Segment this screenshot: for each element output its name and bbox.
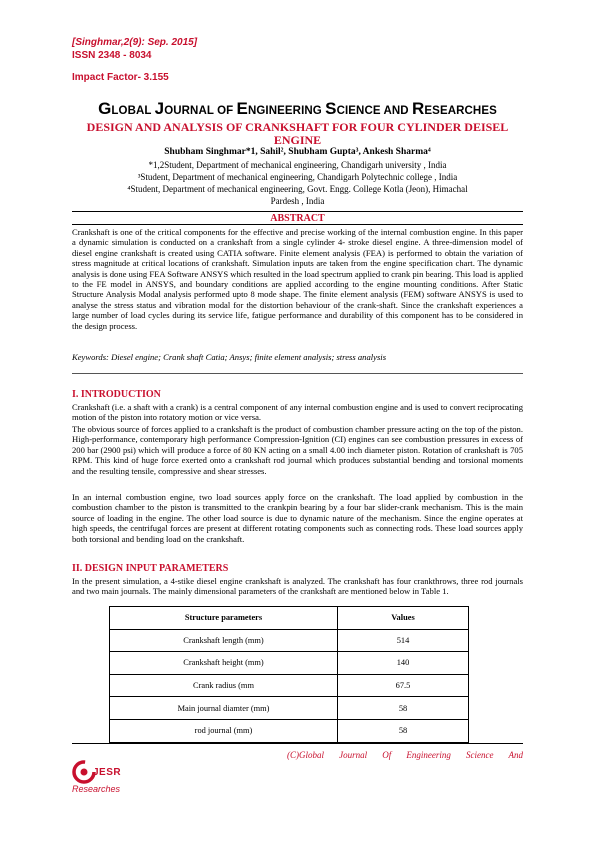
journal-name: GLOBAL JOURNAL OF ENGINEERING SCIENCE AND RESEARCHES [98, 99, 497, 118]
intro-paragraph-1: Crankshaft (i.e. a shaft with a crank) is a central component of any internal combustion engine and is used to convert reciprocating motion of the piston into rotatory motion or vice versa. [72, 402, 523, 423]
table-cell: 58 [338, 697, 469, 720]
table-cell: rod journal (mm) [110, 719, 338, 742]
design-paragraph: In the present simulation, a 4-stike diesel engine crankshaft is analyzed. The crankshaft has four crankthrows, three rod journals and two main journals. The mainly dimensional parameters of the crankshaft are mentioned below in Table 1. [72, 576, 523, 597]
affiliation-1: *1,2Student, Department of mechanical engineering, Chandigarh university , India [148, 160, 447, 170]
issn-header: ISSN 2348 - 8034 [72, 50, 152, 61]
abstract-heading: ABSTRACT [270, 213, 325, 224]
table-header: Values [338, 607, 469, 630]
authors: Shubham Singhmar*1, Sahil², Shubham Gupta³, Ankesh Sharma⁴ [164, 147, 431, 157]
affiliation-2: ³Student, Department of mechanical engineering, Chandigarh Polytechnic college , India [137, 172, 458, 182]
affiliation-3: ⁴Student, Department of mechanical engineering, Govt. Engg. College Kotla (Jeon), Himachal [127, 184, 468, 194]
logo-text: JESR [93, 767, 122, 778]
keywords: Keywords: Diesel engine; Crank shaft Catia; Ansys; finite element analysis; stress analysis [72, 352, 387, 362]
logo-subtitle: Researches [72, 784, 121, 794]
table-cell: 514 [338, 629, 469, 652]
table-cell: 140 [338, 652, 469, 675]
table-row [110, 674, 469, 697]
table-row [110, 629, 469, 652]
copyright-text: (C)Global Journal Of Engineering Science And [287, 750, 523, 760]
intro-paragraph-2: The obvious source of forces applied to a crankshaft is the product of combustion chamber pressure acting on the top of the piston. High-performance, contemporary high performance Compression-Ignition (CI) engines can see combustion pressures in excess of 200 bar (2900 psi) which will produce a force of 80 KN acting on a small 4.00 inch diameter piston. Rotation of crankshaft is 705 RPM. This kind of huge force exerted onto a crankshaft rod journal which produces substantial bending and torsional moments and the resulting tensile, compressive and shear stresses. [72, 424, 523, 476]
table-cell: Main journal diamter (mm) [110, 697, 338, 720]
table-row [110, 652, 469, 675]
table-cell: 58 [338, 719, 469, 742]
divider [72, 224, 523, 225]
table-row [110, 697, 469, 720]
abstract-text: Crankshaft is one of the critical components for the effective and precise working of the internal combustion engine. In this paper a dynamic simulation is conducted on a crankshaft from a single cylinder 4- stroke diesel engine. A three-dimension model of diesel engine crankshaft is created using CATIA software. Finite element analysis (FEA) is performed to obtain the variation of stress magnitude at critical locations of crankshaft. Simulation inputs are taken from the engine specification chart. The dynamic analysis is done using FEA Software ANSYS which resulted in the load spectrum applied to crank pin bearing. This load is applied to the FE model in ANSYS, and boundary conditions are applied according to the engine mounting conditions. After Static Structure Analysis Modal analysis performed upto 8 mode shape. The finite element analysis (FEM) software ANSYS is used to analyse the stress status and vibration modal for the distortion behaviour of the crank-shaft. Since the crankshaft experiences a large number of load cycles during its service life, fatigue performance and durability of this component has to be considered in the design process. [72, 227, 523, 331]
divider [72, 373, 523, 374]
intro-paragraph-3: In an internal combustion engine, two load sources apply force on the crankshaft. The load applied by combustion in the combustion chamber to the piston is transmitted to the crankpin bearing by a four bar slider-crank mechanism. This is the main source of loading in the engine. The other load source is due to dynamic nature of the mechanism. Since the engine operates at high speeds, the centrifugal forces are present at different rotating components such as connecting rods. These load sources apply both torsional and bending load on the crankshaft. [72, 492, 523, 544]
affiliation-4: Pardesh , India [270, 196, 325, 206]
table-cell: Crankshaft length (mm) [110, 629, 338, 652]
divider [72, 211, 523, 212]
table-header: Structure parameters [110, 607, 338, 630]
paper-title: DESIGN AND ANALYSIS OF CRANKSHAFT FOR FOUR CYLINDER DEISEL ENGINE [86, 120, 509, 147]
parameters-table [109, 606, 469, 743]
table-row [110, 719, 469, 742]
citation-header: [Singhmar,2(9): Sep. 2015] [72, 37, 198, 48]
table-cell: Crank radius (mm [110, 674, 338, 697]
footer-divider [72, 743, 523, 744]
table-header-row [110, 607, 469, 630]
design-heading: II. DESIGN INPUT PARAMETERS [72, 563, 229, 574]
table-cell: Crankshaft height (mm) [110, 652, 338, 675]
table-cell: 67.5 [338, 674, 469, 697]
impact-factor: Impact Factor- 3.155 [72, 72, 169, 83]
intro-heading: I. INTRODUCTION [72, 389, 161, 400]
